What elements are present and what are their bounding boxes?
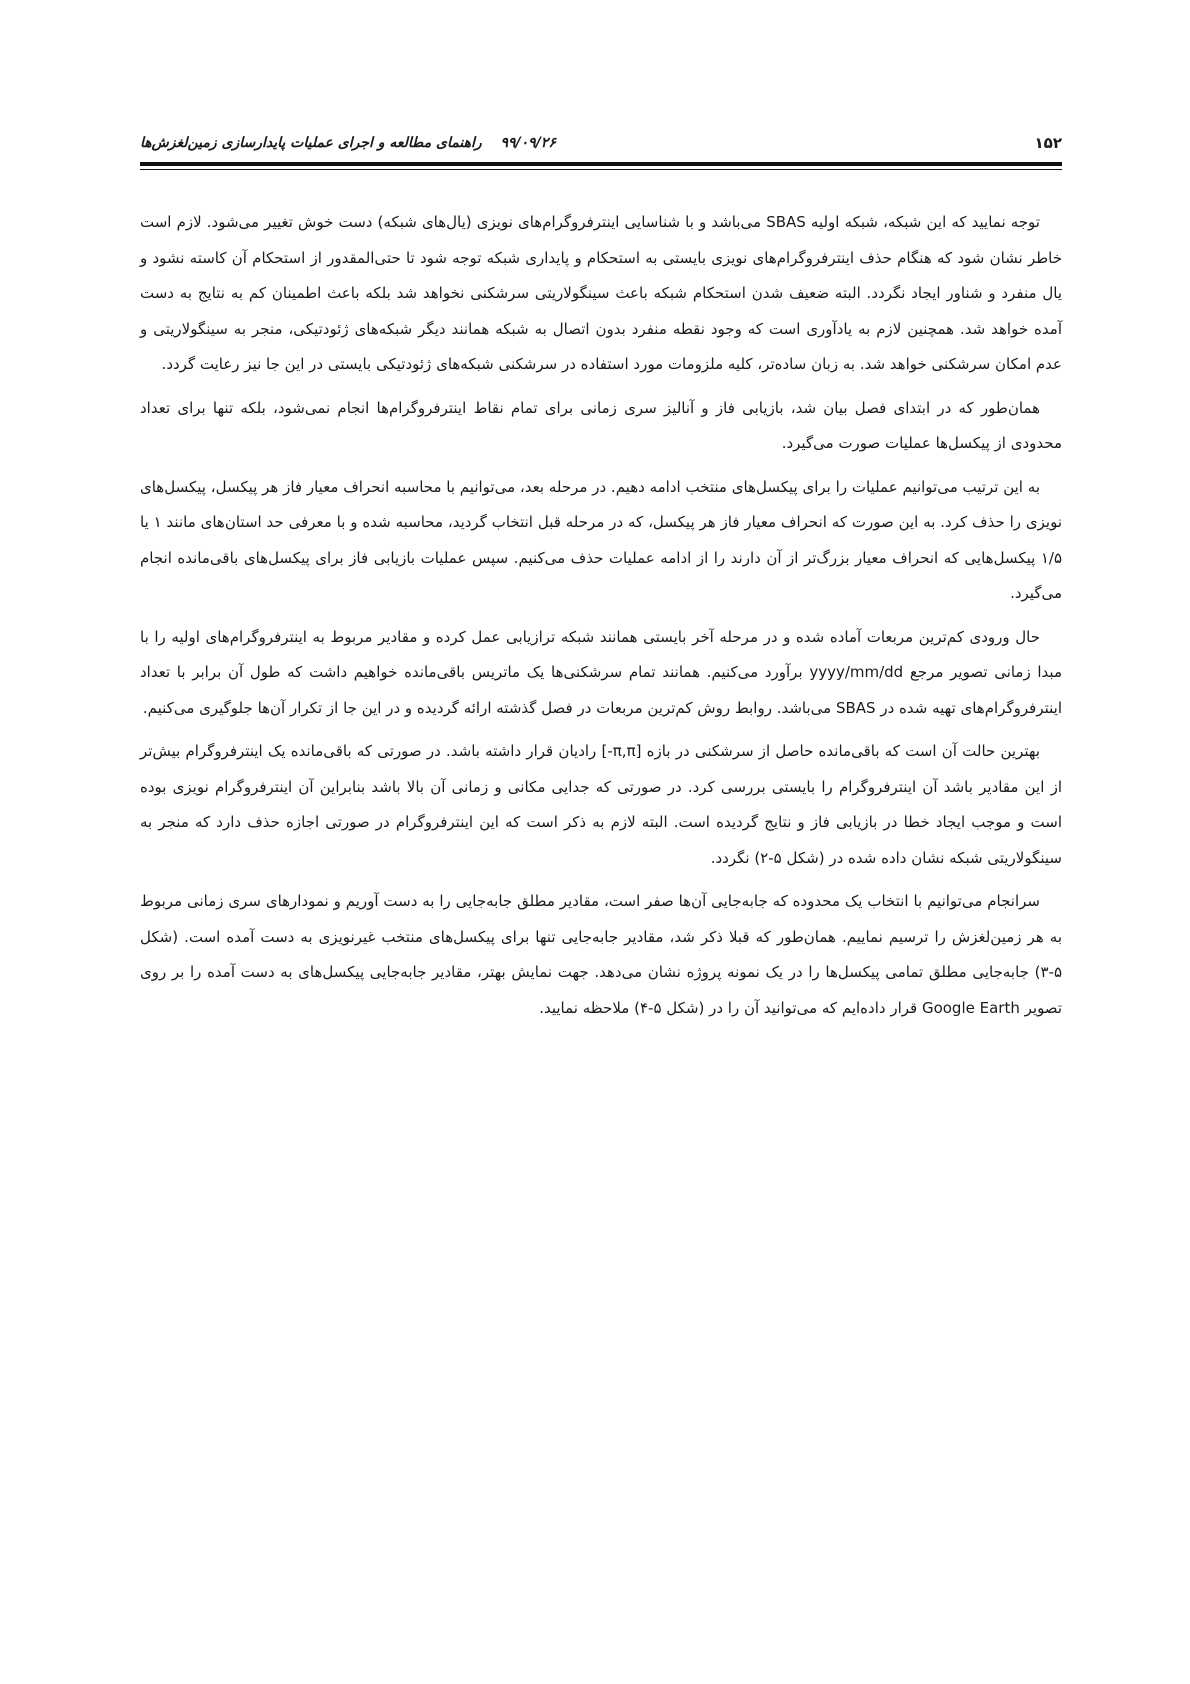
paragraph: توجه نمایید که این شبکه، شبکه اولیه SBAS می‌باشد و با شناسایی اینترفروگرام‌های نویزی (یال‌های شبکه) دست خوش تغییر می‌شود. لازم است خاطر نشان شود که هنگام حذف اینترفروگرام‌های نویزی بایستی به استحکام و پایداری شبکه توجه شود تا حتی‌المقدور از استحکام آن کاسته نشود و یال منفرد و شناور ایجاد نگردد. البته ضعیف شدن استحکام شبکه باعث سینگولاریتی سرشکنی نخواهد شد بلکه باعث اطمینان کم به نتایج به دست آمده خواهد شد. همچنین لازم به یادآوری است که وجود نقطه منفرد بدون اتصال به شبکه همانند دیگر شبکه‌های ژئودتیکی، منجر به سینگولاریتی و عدم امکان سرشکنی خواهد شد. به زبان ساده‌تر، کلیه ملزومات مورد استفاده در سرشکنی شبکه‌های ژئودتیکی بایستی در این جا نیز رعایت گردد.	[140, 213, 1062, 373]
paragraph: بهترین حالت آن است که باقی‌مانده حاصل از سرشکنی در بازه [π,π-] رادیان قرار داشته باشد. در صورتی که باقی‌مانده یک اینترفروگرام بیش‌تر از این مقادیر باشد آن اینترفروگرام را بایستی بررسی کرد. در صورتی که جدایی مکانی و زمانی آن بالا باشد بنابراین آن اینترفروگرام نویزی بوده است و موجب ایجاد خطا در بازیابی فاز و نتایج گردیده است. البته لازم به ذکر است که این اینترفروگرام در صورتی اجازه حذف دارد که منجر به سینگولاریتی شبکه نشان داده شده در (شکل ۵-۲) نگردد.	[140, 742, 1062, 867]
page-header	[140, 128, 1062, 158]
paragraph: به این ترتیب می‌توانیم عملیات را برای پیکسل‌های منتخب ادامه دهیم. در مرحله بعد، می‌توانیم با محاسبه انحراف معیار فاز هر پیکسل، پیکسل‌های نویزی را حذف کرد. به این صورت که انحراف معیار فاز هر پیکسل، که در مرحله قبل انتخاب گردید، محاسبه شده و با معرفی حد استان‌های مانند ۱ یا ۱/۵ پیکسل‌هایی که انحراف معیار بزرگ‌تر از آن دارند را از ادامه عملیات حذف می‌کنیم. سپس عملیات بازیابی فاز برای پیکسل‌های باقی‌مانده انجام می‌گیرد.	[140, 477, 1062, 602]
header-rule-thick	[140, 162, 1062, 166]
page-number: ۱۵۲	[1034, 134, 1062, 152]
running-title	[140, 135, 556, 151]
body-text	[140, 205, 1062, 1034]
header-date: ۹۹/۰۹/۲۶	[500, 135, 556, 151]
paragraph: همان‌طور که در ابتدای فصل بیان شد، بازیابی فاز و آنالیز سری زمانی برای تمام نقاط اینترفروگرام‌ها انجام نمی‌شود، بلکه تنها برای تعداد محدودی از پیکسل‌ها عملیات صورت می‌گیرد.	[140, 398, 1062, 452]
header-rule-thin	[140, 169, 1062, 170]
paragraph: سرانجام می‌توانیم با انتخاب یک محدوده که جابه‌جایی آن‌ها صفر است، مقادیر مطلق جابه‌جایی را به دست آوریم و نمودارهای سری زمانی مربوط به هر زمین‌لغزش را ترسیم نماییم. همان‌طور که قبلا ذکر شد، مقادیر جابه‌جایی تنها برای پیکسل‌های منتخب غیرنویزی به دست آمده است. (شکل ۵-۳) جابه‌جایی مطلق تمامی پیکسل‌ها را در یک نمونه پروژه نشان می‌دهد. جهت نمایش بهتر، مقادیر جابه‌جایی پیکسل‌های به دست آمده را بر روی تصویر Google Earth قرار داده‌ایم که می‌توانید آن را در (شکل ۵-۴) ملاحظه نمایید.	[140, 892, 1062, 1017]
paragraph: حال ورودی کم‌ترین مربعات آماده شده و در مرحله آخر بایستی همانند شبکه ترازیابی عمل کرده و مقادیر مربوط به اینترفروگرام‌های اولیه را با مبدا زمانی تصویر مرجع yyyy/mm/dd برآورد می‌کنیم. همانند تمام سرشکنی‌ها یک ماتریس باقی‌مانده خواهیم داشت که طول آن برابر با تعداد اینترفروگرام‌های تهیه شده در SBAS می‌باشد. روابط روش کم‌ترین مربعات در فصل گذشته ارائه گردیده و در این جا از تکرار آن‌ها جلوگیری می‌کنیم.	[140, 627, 1062, 717]
header-title: راهنمای مطالعه و اجرای عملیات پایدارسازی زمین‌لغزش‌ها	[140, 135, 482, 151]
